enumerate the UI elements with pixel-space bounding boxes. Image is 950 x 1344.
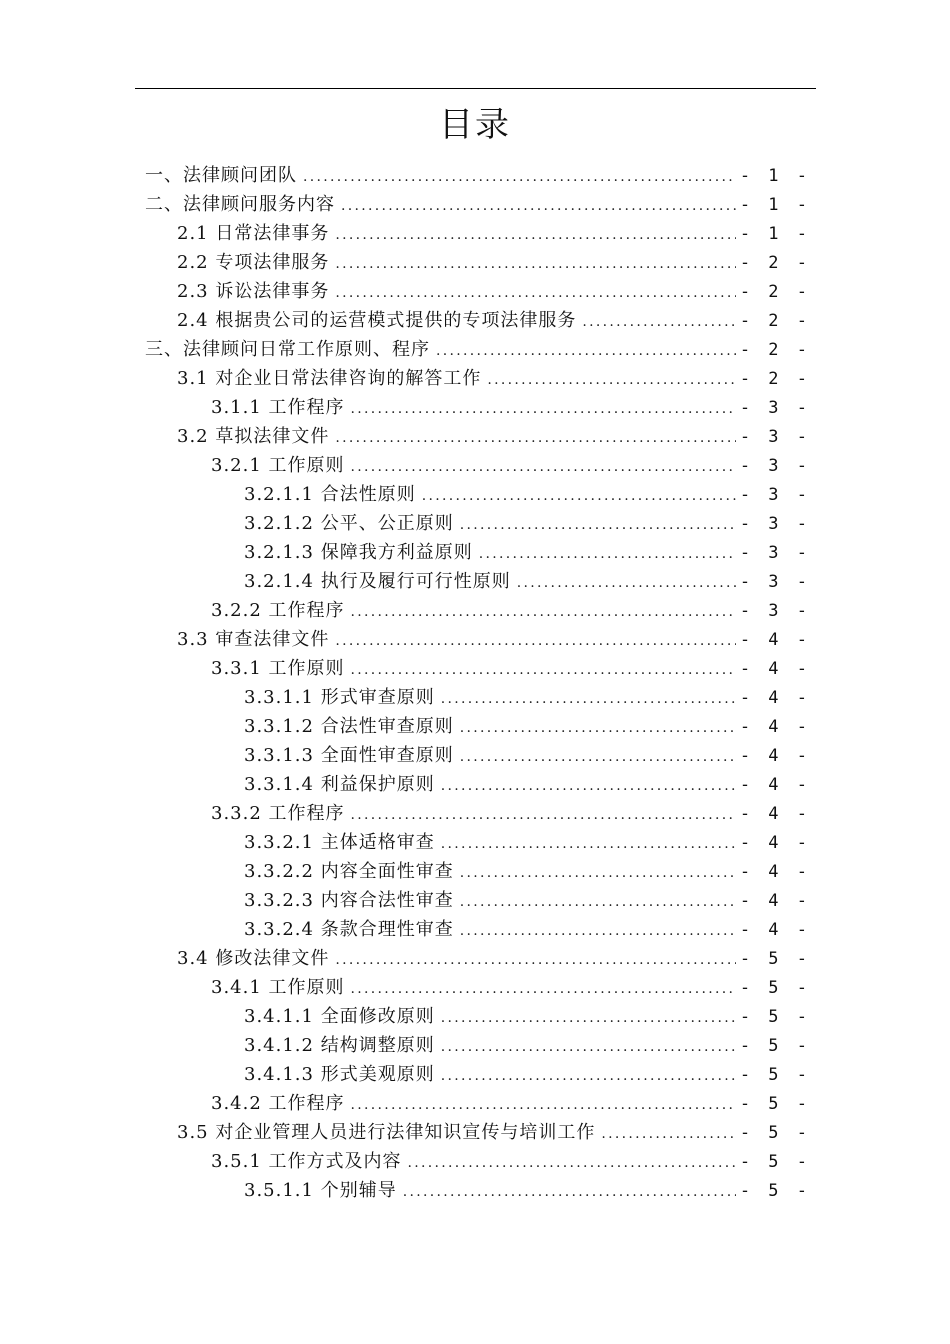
toc-entry-title: 3.4.1.3 形式美观原则	[244, 1064, 435, 1085]
toc-page-number: - 5 -	[739, 1152, 811, 1172]
toc-page-number: - 2 -	[739, 311, 811, 331]
toc-dot-leader	[460, 511, 736, 540]
toc-entry[interactable]	[145, 886, 811, 915]
toc-dot-leader	[517, 569, 736, 598]
toc-entry[interactable]	[145, 219, 811, 248]
toc-entry-title: 3.5.1 工作方式及内容	[211, 1151, 402, 1172]
toc-dot-leader	[335, 946, 735, 975]
toc-page-number: - 2 -	[739, 369, 811, 389]
toc-page-number: - 3 -	[739, 485, 811, 505]
toc-entry[interactable]	[145, 915, 811, 944]
toc-page-number: - 3 -	[739, 572, 811, 592]
toc-entry[interactable]	[145, 509, 811, 538]
toc-page-number: - 5 -	[739, 1094, 811, 1114]
toc-dot-leader	[351, 453, 736, 482]
table-of-contents	[145, 161, 811, 1205]
toc-dot-leader	[403, 1178, 736, 1207]
toc-page-number: - 3 -	[739, 398, 811, 418]
toc-entry[interactable]	[145, 973, 811, 1002]
toc-entry-title: 3.3.1.4 利益保护原则	[244, 774, 435, 795]
toc-entry[interactable]	[145, 741, 811, 770]
toc-dot-leader	[351, 656, 736, 685]
toc-entry[interactable]	[145, 422, 811, 451]
toc-dot-leader	[441, 830, 736, 859]
toc-entry[interactable]	[145, 393, 811, 422]
toc-page-number: - 4 -	[739, 804, 811, 824]
toc-entry-title: 3.4.1 工作原则	[211, 977, 345, 998]
toc-entry-title: 2.1 日常法律事务	[177, 223, 330, 244]
toc-dot-leader	[601, 1120, 735, 1149]
toc-page-number: - 4 -	[739, 775, 811, 795]
toc-dot-leader	[351, 975, 736, 1004]
toc-entry-title: 3.4.2 工作程序	[211, 1093, 345, 1114]
toc-entry[interactable]	[145, 480, 811, 509]
toc-entry[interactable]	[145, 857, 811, 886]
toc-page-number: - 5 -	[739, 978, 811, 998]
toc-entry-title: 3.2.1.2 公平、公正原则	[244, 513, 454, 534]
toc-dot-leader	[479, 540, 736, 569]
toc-page-number: - 3 -	[739, 427, 811, 447]
toc-entry-title: 2.3 诉讼法律事务	[177, 281, 330, 302]
toc-title: 目录	[439, 105, 511, 145]
toc-dot-leader	[436, 337, 736, 366]
toc-entry[interactable]	[145, 1118, 811, 1147]
toc-entry-title: 3.3.2.2 内容全面性审查	[244, 861, 454, 882]
toc-dot-leader	[460, 917, 736, 946]
toc-entry-title: 3.5.1.1 个别辅导	[244, 1180, 397, 1201]
toc-entry-title: 3.3.2 工作程序	[211, 803, 345, 824]
toc-entry-title: 2.2 专项法律服务	[177, 252, 330, 273]
toc-entry-title: 3.3.1.3 全面性审查原则	[244, 745, 454, 766]
toc-entry-title: 二、法律顾问服务内容	[145, 194, 335, 215]
toc-page-number: - 4 -	[739, 717, 811, 737]
toc-entry[interactable]	[145, 190, 811, 219]
toc-entry[interactable]	[145, 248, 811, 277]
toc-entry[interactable]	[145, 625, 811, 654]
toc-entry[interactable]	[145, 799, 811, 828]
toc-page-number: - 3 -	[739, 514, 811, 534]
toc-entry[interactable]	[145, 1147, 811, 1176]
toc-dot-leader	[441, 1033, 736, 1062]
toc-dot-leader	[335, 250, 735, 279]
toc-page-number: - 1 -	[739, 166, 811, 186]
toc-entry-title: 三、法律顾问日常工作原则、程序	[145, 339, 430, 360]
toc-entry-title: 3.3.1 工作原则	[211, 658, 345, 679]
toc-entry[interactable]	[145, 1089, 811, 1118]
toc-entry[interactable]	[145, 161, 811, 190]
toc-entry-title: 3.2.2 工作程序	[211, 600, 345, 621]
toc-entry[interactable]	[145, 828, 811, 857]
toc-dot-leader	[335, 221, 735, 250]
toc-entry[interactable]	[145, 335, 811, 364]
toc-page-number: - 2 -	[739, 282, 811, 302]
toc-page-number: - 1 -	[739, 224, 811, 244]
toc-entry-title: 3.2.1.1 合法性原则	[244, 484, 416, 505]
toc-page-number: - 4 -	[739, 862, 811, 882]
toc-dot-leader	[441, 772, 736, 801]
toc-page-number: - 5 -	[739, 1036, 811, 1056]
toc-page-number: - 5 -	[739, 1065, 811, 1085]
toc-entry-title: 3.1 对企业日常法律咨询的解答工作	[177, 368, 482, 389]
toc-dot-leader	[460, 743, 736, 772]
toc-entry-title: 3.3.2.4 条款合理性审查	[244, 919, 454, 940]
toc-dot-leader	[487, 366, 735, 395]
toc-dot-leader	[441, 1062, 736, 1091]
toc-dot-leader	[408, 1149, 736, 1178]
toc-entry[interactable]	[145, 1031, 811, 1060]
toc-entry[interactable]	[145, 364, 811, 393]
toc-entry-title: 3.2.1.4 执行及履行可行性原则	[244, 571, 511, 592]
toc-entry[interactable]	[145, 451, 811, 480]
toc-page-number: - 5 -	[739, 949, 811, 969]
toc-dot-leader	[460, 714, 736, 743]
toc-page-number: - 1 -	[739, 195, 811, 215]
toc-entry-title: 3.3 审查法律文件	[177, 629, 330, 650]
toc-entry[interactable]	[145, 770, 811, 799]
toc-entry[interactable]	[145, 712, 811, 741]
toc-page-number: - 4 -	[739, 920, 811, 940]
toc-page-number: - 5 -	[739, 1007, 811, 1027]
toc-entry[interactable]	[145, 944, 811, 973]
toc-page-number: - 3 -	[739, 456, 811, 476]
toc-page-number: - 4 -	[739, 833, 811, 853]
toc-dot-leader	[441, 685, 736, 714]
toc-dot-leader	[351, 598, 736, 627]
toc-page-number: - 4 -	[739, 746, 811, 766]
toc-dot-leader	[335, 279, 735, 308]
toc-dot-leader	[441, 1004, 736, 1033]
toc-entry-title: 3.3.1.2 合法性审查原则	[244, 716, 454, 737]
toc-page-number: - 4 -	[739, 688, 811, 708]
toc-entry[interactable]	[145, 538, 811, 567]
toc-page-number: - 3 -	[739, 543, 811, 563]
toc-page-number: - 4 -	[739, 630, 811, 650]
toc-page-number: - 5 -	[739, 1123, 811, 1143]
toc-entry-title: 3.4.1.1 全面修改原则	[244, 1006, 435, 1027]
toc-entry-title: 3.4 修改法律文件	[177, 948, 330, 969]
toc-dot-leader	[422, 482, 736, 511]
toc-entry-title: 3.5 对企业管理人员进行法律知识宣传与培训工作	[177, 1122, 596, 1143]
toc-page-number: - 5 -	[739, 1181, 811, 1201]
toc-entry[interactable]	[145, 654, 811, 683]
toc-entry[interactable]	[145, 277, 811, 306]
toc-page-number: - 4 -	[739, 891, 811, 911]
toc-entry-title: 3.1.1 工作程序	[211, 397, 345, 418]
toc-entry-title: 3.3.2.3 内容合法性审查	[244, 890, 454, 911]
toc-dot-leader	[335, 424, 735, 453]
toc-dot-leader	[351, 395, 736, 424]
toc-entry-title: 3.2.1 工作原则	[211, 455, 345, 476]
toc-dot-leader	[351, 801, 736, 830]
toc-entry-title: 2.4 根据贵公司的运营模式提供的专项法律服务	[177, 310, 577, 331]
toc-entry-title: 3.2 草拟法律文件	[177, 426, 330, 447]
toc-dot-leader	[303, 163, 736, 192]
toc-entry[interactable]	[145, 1060, 811, 1089]
toc-entry[interactable]	[145, 306, 811, 335]
toc-dot-leader	[582, 308, 735, 337]
toc-entry[interactable]	[145, 683, 811, 712]
toc-dot-leader	[351, 1091, 736, 1120]
toc-dot-leader	[460, 888, 736, 917]
toc-entry[interactable]	[145, 1176, 811, 1205]
toc-entry-title: 3.3.1.1 形式审查原则	[244, 687, 435, 708]
toc-entry-title: 3.2.1.3 保障我方利益原则	[244, 542, 473, 563]
toc-page-number: - 3 -	[739, 601, 811, 621]
toc-entry-title: 3.4.1.2 结构调整原则	[244, 1035, 435, 1056]
toc-entry-title: 3.3.2.1 主体适格审查	[244, 832, 435, 853]
toc-dot-leader	[341, 192, 736, 221]
toc-entry[interactable]	[145, 567, 811, 596]
toc-page-number: - 4 -	[739, 659, 811, 679]
toc-page-number: - 2 -	[739, 253, 811, 273]
toc-entry[interactable]	[145, 1002, 811, 1031]
toc-page-number: - 2 -	[739, 340, 811, 360]
toc-entry-title: 一、法律顾问团队	[145, 165, 297, 186]
toc-dot-leader	[335, 627, 735, 656]
toc-dot-leader	[460, 859, 736, 888]
toc-entry[interactable]	[145, 596, 811, 625]
header-rule	[135, 88, 816, 89]
